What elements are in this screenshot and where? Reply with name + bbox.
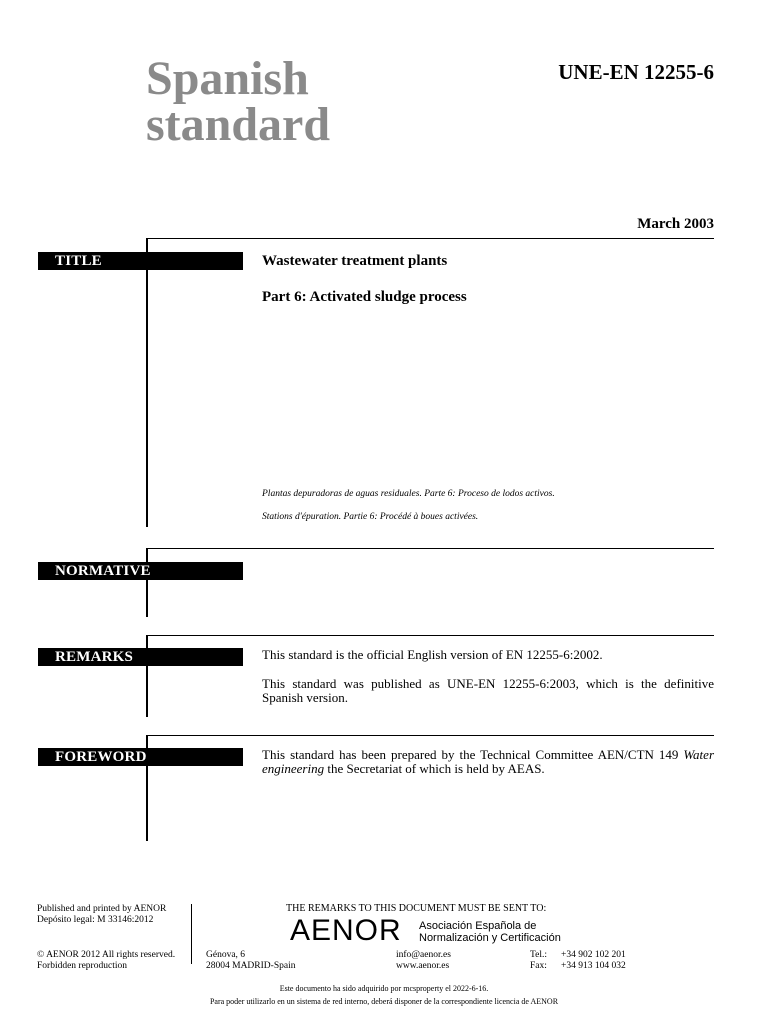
foreword-text-start: This standard has been prepared by the Technical Committee AEN/CTN 149 [262,747,684,762]
title-section-vline [146,238,148,527]
aenor-association-name [419,920,561,944]
acquisition-note [0,982,768,1008]
contact-email[interactable]: info@aenor.es [396,950,451,960]
contact-online [396,950,451,972]
tel-label: Tel.: [530,950,548,960]
foreword-paragraph [262,748,714,776]
phone-numbers [561,950,626,972]
normative-label: NORMATIVE [38,562,243,580]
tel-number: +34 902 102 201 [561,950,626,960]
foreword-section-rule [146,735,714,736]
phone-labels [530,950,547,972]
forbidden-reproduction: Forbidden reproduction [37,961,127,971]
title-section-rule [146,238,714,239]
remarks-label: REMARKS [38,648,243,666]
document-type-title [146,52,331,151]
contact-website[interactable]: www.aenor.es [396,961,450,971]
footer-divider [191,904,192,964]
title-line-1: Spanish [146,52,309,105]
address-street: Génova, 6 [206,950,246,960]
remarks-section-rule [146,635,714,636]
aenor-logo: AENOR [290,914,402,947]
deposito-legal: Depósito legal: M 33146:2012 [37,915,154,925]
standard-number: UNE-EN 12255-6 [558,60,714,84]
fax-label: Fax: [530,961,547,971]
association-line-1: Asociación Española de [419,920,537,932]
acquisition-note-line-2: Para poder utilizarlo en un sistema de red interno, deberá disponer de la correspondiente licencia de AENOR [209,997,559,1006]
title-main: Wastewater treatment plants [262,253,448,269]
french-title: Stations d'épuration. Partie 6: Procédé à boues activées. [262,512,479,522]
acquisition-note-line-1: Este documento ha sido adquirido por mcsproperty el 2022-6-16. [279,984,489,993]
foreword-label: FOREWORD [38,748,243,766]
remarks-paragraph-2: This standard was published as UNE-EN 12255-6:2003, which is the definitive Spanish version. [262,676,714,705]
foreword-committee-name: Water engineering [262,747,714,776]
foreword-text-end: the Secretariat of which is held by AEAS. [324,761,545,776]
remarks-paragraph-1: This standard is the official English version of EN 12255-6:2002. [262,647,603,662]
publication-date: March 2003 [637,216,714,232]
title-label: TITLE [38,252,243,270]
title-part: Part 6: Activated sludge process [262,289,467,305]
normative-section-rule [146,548,714,549]
publisher-info [37,904,166,926]
published-by: Published and printed by AENOR [37,904,167,914]
fax-number: +34 913 104 032 [561,961,626,971]
postal-address [206,950,295,972]
copyright-info [37,950,175,972]
address-city: 28004 MADRID-Spain [206,961,296,971]
remarks-sent-to: THE REMARKS TO THIS DOCUMENT MUST BE SENT TO: [286,903,547,914]
title-line-2: standard [146,98,331,151]
normative-section-vline [146,548,148,617]
copyright: © AENOR 2012 All rights reserved. [37,950,176,960]
association-line-2: Normalización y Certificación [419,932,561,944]
spanish-title: Plantas depuradoras de aguas residuales. Parte 6: Proceso de lodos activos. [262,489,555,499]
